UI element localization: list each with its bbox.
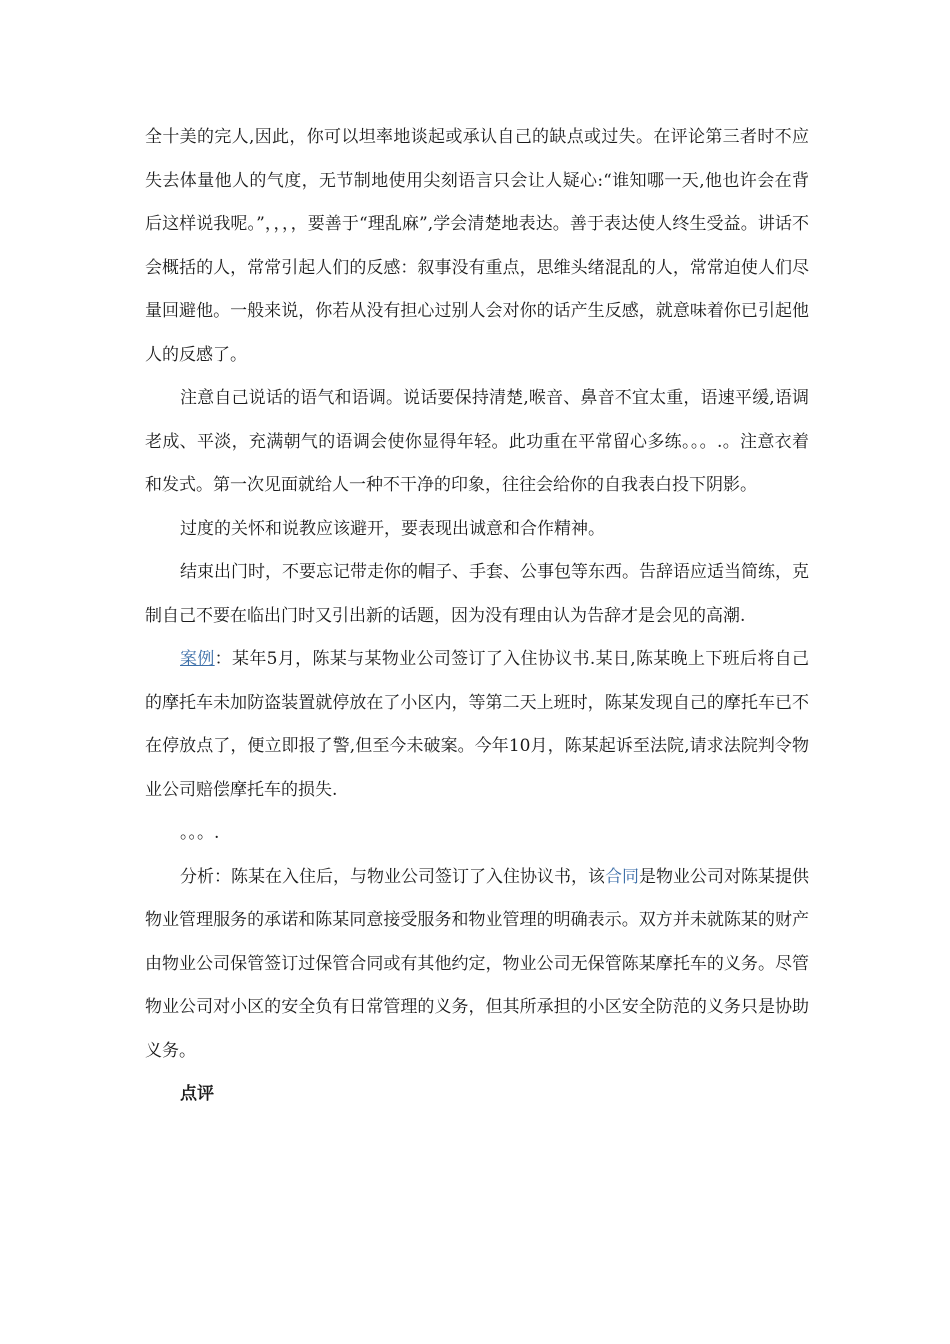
paragraph-1-text: 全十美的完人,因此，你可以坦率地谈起或承认自己的缺点或过失。在评论第三者时不应失去体量他人的气度，无节制地使用尖刻语言只会让人疑心:“谁知哪一天,他也许会在背后这样说我呢。”，，，，要善于“理乱麻”,学会清楚地表达。善于表达使人终生受益。讲话不会概括的人，常常引起人们的反感：叙事没有重点，思维头绪混乱的人，常常迫使人们尽量回避他。一般来说，你若从没有担心过别人会对你的话产生反感，就意味着你已引起他人的反感了。 xyxy=(145,127,809,365)
section-heading-text: 点评 xyxy=(180,1084,214,1104)
paragraph-case xyxy=(145,638,809,812)
paragraph-ellipsis-text: 。。。. xyxy=(180,823,220,843)
paragraph-analysis-after: 是物业公司对陈某提供物业管理服务的承诺和陈某同意接受服务和物业管理的明确表示。双方并未就陈某的财产由物业公司保管签订过保管合同或有其他约定，物业公司无保管陈某摩托车的义务。尽管物业公司对小区的安全负有日常管理的义务，但其所承担的小区安全防范的义务只是协助义务。 xyxy=(145,866,809,1061)
paragraph-case-text: ：某年5月，陈某与某物业公司签订了入住协议书.某日,陈某晚上下班后将自己的摩托车未加防盗装置就停放在了小区内，等第二天上班时，陈某发现自己的摩托车已不在停放点了，便立即报了警,但至今未破案。今年10月，陈某起诉至法院,请求法院判令物业公司赔偿摩托车的损失. xyxy=(145,649,809,800)
case-link[interactable]: 案例 xyxy=(180,649,215,669)
paragraph-3-text: 过度的关怀和说教应该避开，要表现出诚意和合作精神。 xyxy=(180,518,605,539)
section-heading-comment xyxy=(145,1073,809,1117)
paragraph-3 xyxy=(145,508,809,552)
paragraph-1 xyxy=(145,116,809,377)
paragraph-2-text: 注意自己说话的语气和语调。说话要保持清楚,喉音、鼻音不宜太重，语速平缓,语调老成、平淡，充满朝气的语调会使你显得年轻。此功重在平常留心多练。。。.。注意衣着和发式。第一次见面就给人一种不干净的印象，往往会给你的自我表白投下阴影。 xyxy=(145,388,809,495)
paragraph-4 xyxy=(145,551,809,638)
document-page xyxy=(145,116,809,1117)
paragraph-ellipsis xyxy=(145,812,809,856)
paragraph-analysis-before: 分析：陈某在入住后，与物业公司签订了入住协议书，该 xyxy=(180,866,605,887)
paragraph-analysis xyxy=(145,856,809,1074)
paragraph-4-text: 结束出门时，不要忘记带走你的帽子、手套、公事包等东西。告辞语应适当简练，克制自己不要在临出门时又引出新的话题，因为没有理由认为告辞才是会见的高潮. xyxy=(145,562,809,626)
paragraph-2 xyxy=(145,377,809,508)
contract-link[interactable]: 合同 xyxy=(605,866,639,887)
